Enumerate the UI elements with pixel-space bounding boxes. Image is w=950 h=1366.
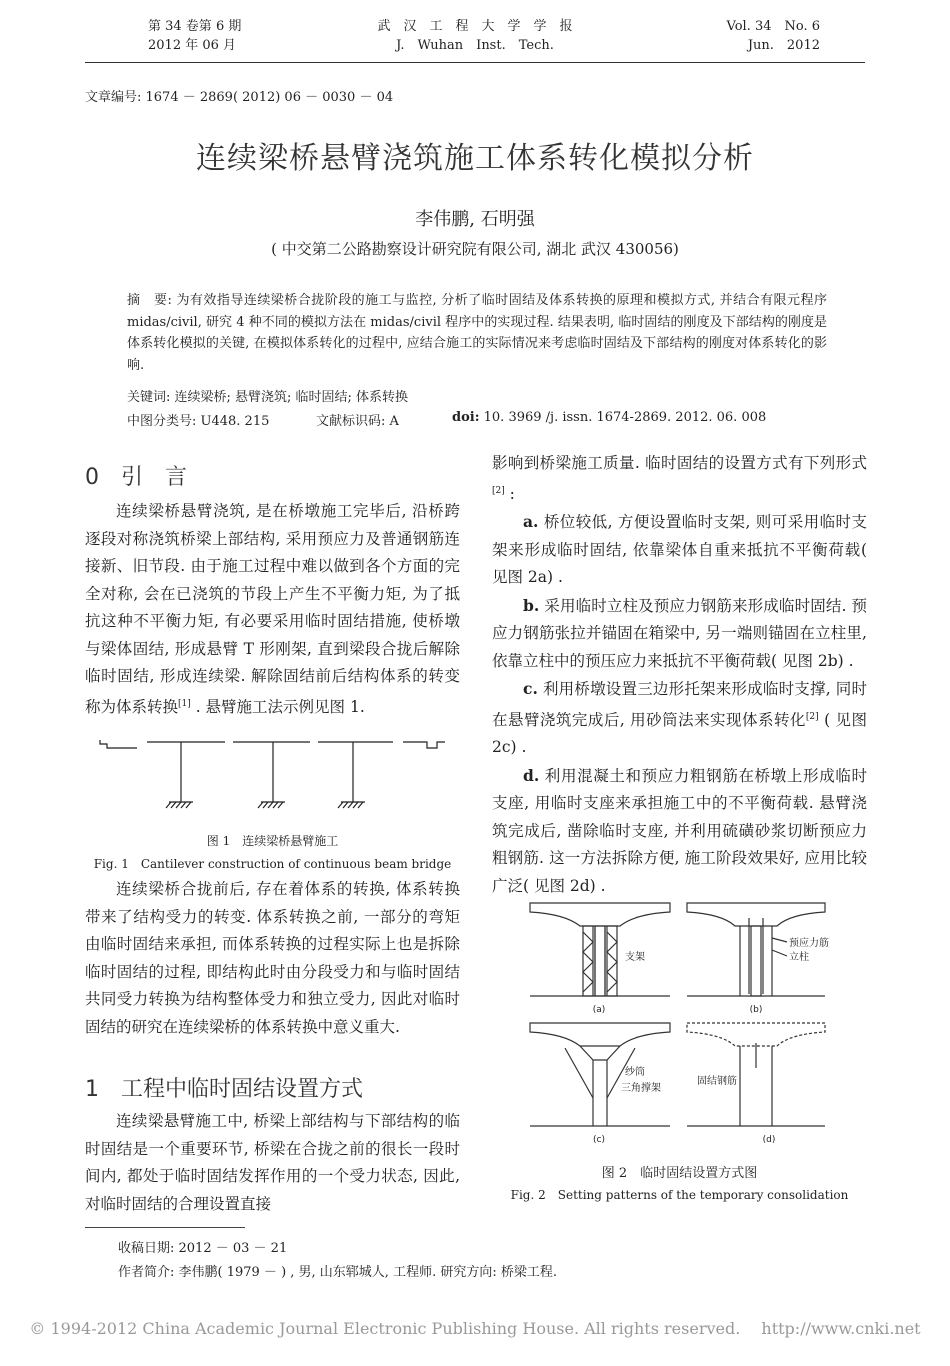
fig2-sub-a: (a) xyxy=(592,1005,606,1015)
item-b-label: b. xyxy=(523,595,540,615)
figure-1-caption-en: Fig. 1 Cantilever construction of continuous beam bridge xyxy=(93,857,452,871)
section-1-paragraph-text: 连续梁悬臂施工中, 桥梁上部结构与下部结构的临时固结是一个重要环节, 桥梁在合拢之前的很长一段时间内, 都处于临时固结发挥作用的一个受力状态, 因此, 对临时固结的合理设置直接 xyxy=(85,1112,460,1213)
ref-2: [2] xyxy=(492,485,505,496)
intro-paragraph-2 xyxy=(85,876,460,1041)
fig2-label-triangle-bracket: 三角撑架 xyxy=(621,1083,661,1094)
keywords: 关键词: 连续梁桥; 悬臂浇筑; 临时固结; 体系转换 xyxy=(127,390,409,405)
section-1-paragraph xyxy=(85,1108,460,1218)
header-journal-cn: 武 汉 工 程 大 学 学 报 xyxy=(377,19,573,34)
affiliation: ( 中交第二公路勘察设计研究院有限公司, 湖北 武汉 430056) xyxy=(271,240,679,258)
item-c-label: c. xyxy=(523,679,538,699)
fig2-label-column: 立柱 xyxy=(789,952,809,963)
doi xyxy=(452,410,766,425)
fig2-label-support: 支架 xyxy=(625,952,645,963)
header-date-cn: 2012 年 06 月 xyxy=(148,38,237,53)
fig2-sub-d: (d) xyxy=(762,1135,776,1145)
figure-2-caption-cn: 图 2 临时固结设置方式图 xyxy=(601,1166,758,1181)
figure-2-consolidation-diagram xyxy=(525,898,845,1150)
item-d-label: d. xyxy=(523,765,540,785)
section-0-heading: 0 引 言 xyxy=(85,465,187,490)
continued-paragraph-end: : xyxy=(504,484,515,503)
footnote-author-info: 作者简介: 李伟鹏( 1979 － ) , 男, 山东郓城人, 工程师. 研究方向: 桥梁工程. xyxy=(118,1265,557,1280)
item-b-text: 采用临时立柱及预应力钢筋来形成临时固结. 预应力钢筋张拉并锚固在箱梁中, 另一端则锚固在立柱里, 依靠立柱中的预压应力来抵抗不平衡荷载( 见图 2b) . xyxy=(492,596,867,670)
item-d xyxy=(492,762,867,901)
figure-1-caption-cn: 图 1 连续梁桥悬臂施工 xyxy=(206,834,339,848)
fig2-sub-b: (b) xyxy=(749,1005,763,1015)
fig2-label-rebar: 固结钢筋 xyxy=(697,1076,737,1087)
item-c-end: ( 见图 2c) . xyxy=(492,710,868,757)
doi-label: doi: xyxy=(452,410,480,425)
article-number: 文章编号: 1674 － 2869( 2012) 06 － 0030 － 04 xyxy=(85,90,394,105)
figure-1-cantilever-diagram xyxy=(85,734,465,824)
doi-value: 10. 3969 /j. issn. 1674-2869. 2012. 06. 008 xyxy=(479,410,767,425)
abstract-label: 摘 要: xyxy=(127,293,172,308)
header-journal-en: J. Wuhan Inst. Tech. xyxy=(396,38,554,53)
fig2-label-sand-cylinder: 纱筒 xyxy=(625,1067,645,1078)
ref-1: [1] xyxy=(178,698,191,709)
abstract xyxy=(127,290,827,376)
intro-paragraph-1 xyxy=(85,498,460,721)
item-d-text: 利用混凝土和预应力粗钢筋在桥墩上形成临时支座, 用临时支座来承担施工中的不平衡荷载. 悬臂浇筑完成后, 凿除临时支座, 并利用硫磺砂浆切断预应力粗钢筋. 这一方法拆除方便, 施工阶段效果好, 应用比较广泛( 见图 2d) . xyxy=(492,766,867,895)
figure-2-caption-en: Fig. 2 Setting patterns of the temporary consolidation xyxy=(510,1188,849,1202)
intro-paragraph-1-end: . 悬臂施工法示例见图 1. xyxy=(190,697,365,716)
copyright-notice: © 1994-2012 China Academic Journal Electronic Publishing House. All rights reserved. http://www.cnki.net xyxy=(29,1319,921,1338)
intro-paragraph-1-text: 连续梁桥悬臂浇筑, 是在桥墩施工完毕后, 沿桥跨逐段对称浇筑桥梁上部结构, 采用预应力及普通钢筋连接新、旧节段. 由于施工过程中难以做到各个方面的完全对称, 会在已浇筑的节段上产生不平衡力矩, 为了抵抗这种不平衡力矩, 有必要采用临时固结措施, 使桥墩与梁体固结, 形成悬臂 T 形刚架, 直到梁段合拢后解除临时固结, 形成连续梁. 解除固结前后结构体系的转变称为体系转换 xyxy=(85,502,460,716)
item-a-text: 桥位较低, 方便设置临时支架, 则可采用临时支架来形成临时固结, 依靠梁体自重来抵抗不平衡荷载( 见图 2a) . xyxy=(492,513,867,587)
footnote-received-date: 收稿日期: 2012 － 03 － 21 xyxy=(118,1241,288,1256)
intro-paragraph-2-text: 连续梁桥合拢前后, 存在着体系的转换, 体系转换带来了结构受力的转变. 体系转换之前, 一部分的弯矩由临时固结来承担, 而体系转换的过程实际上也是拆除临时固结的过程, 即结构此时由分段受力和与临时固结共同受力转换为结构整体受力和独立受力, 因此对临时固结的研究在连续梁桥的体系转换中意义重大. xyxy=(85,880,460,1036)
authors: 李伟鹏, 石明强 xyxy=(415,209,535,230)
item-c-ref: [2] xyxy=(805,711,819,722)
continued-paragraph-text: 影响到桥梁施工质量. 临时固结的设置方式有下列形式 xyxy=(492,454,867,472)
item-c xyxy=(492,675,867,762)
header-volume-en: Vol. 34 No. 6 xyxy=(726,19,820,34)
fig2-sub-c: (c) xyxy=(593,1135,605,1145)
fig2-label-prestress: 预应力筋 xyxy=(789,938,829,949)
item-a xyxy=(492,508,867,592)
header-volume-cn: 第 34 卷第 6 期 xyxy=(148,19,242,34)
right-column-text xyxy=(492,450,867,900)
header-date-en: Jun. 2012 xyxy=(747,38,820,53)
item-b xyxy=(492,592,867,676)
header-rule xyxy=(85,62,865,63)
item-c-text: 利用桥墩设置三边形托架来形成临时支撑, 同时在悬臂浇筑完成后, 用砂筒法来实现体系转化 xyxy=(492,680,867,729)
item-a-label: a. xyxy=(523,512,539,532)
abstract-text: 为有效指导连续梁桥合拢阶段的施工与监控, 分析了临时固结及体系转换的原理和模拟方式, 并结合有限元程序 midas/civil, 研究 4 种不同的模拟方法在 midas/civil 程序中的实现过程. 结果表明, 临时固结的刚度及下部结构的刚度是体系转化模拟的关键, 在模拟体系转化的过程中, 应结合施工的实际情况来考虑临时固结及下部结构的刚度对体系转化的影响. xyxy=(127,293,827,373)
section-1-heading: 1 工程中临时固结设置方式 xyxy=(85,1077,363,1102)
footnote-rule xyxy=(85,1227,245,1228)
paper-title: 连续梁桥悬臂浇筑施工体系转化模拟分析 xyxy=(196,141,754,176)
document-code: 文献标识码: A xyxy=(316,414,399,429)
clc-number: 中图分类号: U448. 215 xyxy=(127,414,270,429)
